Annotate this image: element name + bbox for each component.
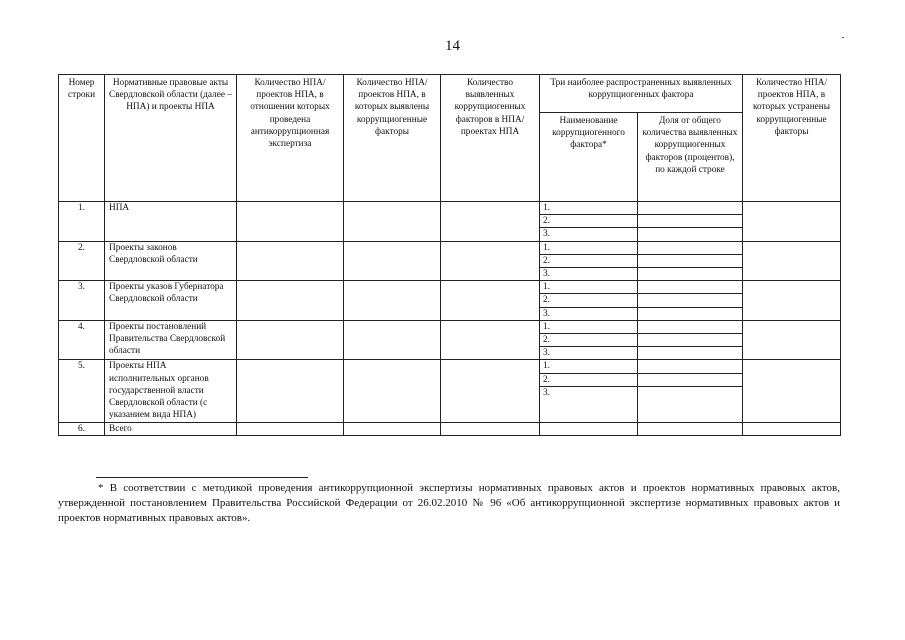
cell-eliminated <box>743 422 841 435</box>
cell-eliminated <box>743 281 841 321</box>
header-expertise-count: Количество НПА/проектов НПА, в отношении которых проведена антикоррупционная экспертиза <box>237 75 344 202</box>
row-number: 2. <box>59 241 105 281</box>
factor-share-cell <box>638 202 743 215</box>
factor-subrow: 2. <box>540 373 638 386</box>
factor-subrow: 2. <box>540 215 638 228</box>
factor-subrow: 2. <box>540 334 638 347</box>
header-factor-name: Наименование коррупциогенного фактора* <box>540 113 638 202</box>
factor-share-cell <box>638 307 743 320</box>
factor-name-cell <box>540 422 638 435</box>
row-name: Проекты НПА исполнительных органов государственной власти Свердловской области (с указанием вида НПА) <box>105 360 237 422</box>
cell-eliminated <box>743 360 841 422</box>
row-name: Проекты законов Свердловской области <box>105 241 237 281</box>
factor-share-cell <box>638 281 743 294</box>
cell-eliminated <box>743 241 841 281</box>
factor-share-cell <box>638 386 743 422</box>
factor-subrow: 3. <box>540 347 638 360</box>
factor-subrow: 2. <box>540 254 638 267</box>
factor-share-cell <box>638 334 743 347</box>
cell-with-factors <box>344 202 441 242</box>
table-row <box>59 281 841 294</box>
header-factor-share: Доля от общего количества выявленных коррупциогенных факторов (процентов), по каждой строке <box>638 113 743 202</box>
factor-subrow: 3. <box>540 386 638 422</box>
cell-expertise-count <box>237 360 344 422</box>
cell-expertise-count <box>237 281 344 321</box>
factor-subrow: 3. <box>540 307 638 320</box>
row-number: 6. <box>59 422 105 435</box>
cell-factors-count <box>441 241 540 281</box>
footnote-divider <box>96 477 308 478</box>
factor-share-cell <box>638 347 743 360</box>
row-number: 5. <box>59 360 105 422</box>
factor-subrow: 3. <box>540 268 638 281</box>
cell-factors-count <box>441 320 540 360</box>
cell-factors-count <box>441 281 540 321</box>
cell-eliminated <box>743 202 841 242</box>
footnote: * В соответствии с методикой проведения антикоррупционной экспертизы нормативных правовых актов и проектов нормативных правовых актов, утвержденной постановлением Правительства Российской Федерации от 26.02.2010 № 96 «Об антикоррупционной экспертизе нормативных правовых актов и проектов нормативных правовых актов». <box>58 482 840 524</box>
factor-share-cell <box>638 360 743 373</box>
cell-expertise-count <box>237 241 344 281</box>
cell-with-factors <box>344 422 441 435</box>
factor-subrow: 1. <box>540 320 638 333</box>
page-number: 14 <box>445 38 460 54</box>
cell-with-factors <box>344 281 441 321</box>
cell-with-factors <box>344 320 441 360</box>
table-row <box>59 241 841 254</box>
cell-expertise-count <box>237 320 344 360</box>
factor-subrow: 1. <box>540 281 638 294</box>
factor-share-cell <box>638 241 743 254</box>
cell-factors-count <box>441 360 540 422</box>
table-row <box>59 360 841 373</box>
factor-subrow: 1. <box>540 360 638 373</box>
factor-share-cell <box>638 294 743 307</box>
header-eliminated: Количество НПА/проектов НПА, в которых устранены коррупциогенные факторы <box>743 75 841 202</box>
row-number: 4. <box>59 320 105 360</box>
report-table <box>58 74 841 436</box>
cell-factors-count <box>441 422 540 435</box>
factor-share-cell <box>638 215 743 228</box>
header-factors-count: Количество выявленных коррупциогенных факторов в НПА/проектах НПА <box>441 75 540 202</box>
cell-eliminated <box>743 320 841 360</box>
cell-with-factors <box>344 360 441 422</box>
table-row <box>59 202 841 215</box>
cell-factors-count <box>441 202 540 242</box>
row-name: Всего <box>105 422 237 435</box>
row-name: Проекты постановлений Правительства Свердловской области <box>105 320 237 360</box>
table-row-total <box>59 422 841 435</box>
factor-subrow: 1. <box>540 202 638 215</box>
cell-with-factors <box>344 241 441 281</box>
table-row <box>59 320 841 333</box>
factor-subrow: 3. <box>540 228 638 241</box>
factor-subrow: 2. <box>540 294 638 307</box>
factor-share-cell <box>638 228 743 241</box>
header-with-factors: Количество НПА/проектов НПА, в которых выявлены коррупциогенные факторы <box>344 75 441 202</box>
header-row-number: Номер строки <box>59 75 105 202</box>
cell-expertise-count <box>237 202 344 242</box>
row-number: 1. <box>59 202 105 242</box>
factor-share-cell <box>638 254 743 267</box>
cell-expertise-count <box>237 422 344 435</box>
factor-share-cell <box>638 268 743 281</box>
row-name: Проекты указов Губернатора Свердловской области <box>105 281 237 321</box>
header-acts: Нормативные правовые акты Свердловской области (далее – НПА) и проекты НПА <box>105 75 237 202</box>
row-number: 3. <box>59 281 105 321</box>
factor-share-cell <box>638 373 743 386</box>
header-top-three: Три наиболее распространенных выявленных коррупциогенных фактора <box>540 75 743 113</box>
row-name: НПА <box>105 202 237 242</box>
scan-speck <box>842 37 844 38</box>
factor-subrow: 1. <box>540 241 638 254</box>
factor-share-cell <box>638 320 743 333</box>
factor-share-cell <box>638 422 743 435</box>
